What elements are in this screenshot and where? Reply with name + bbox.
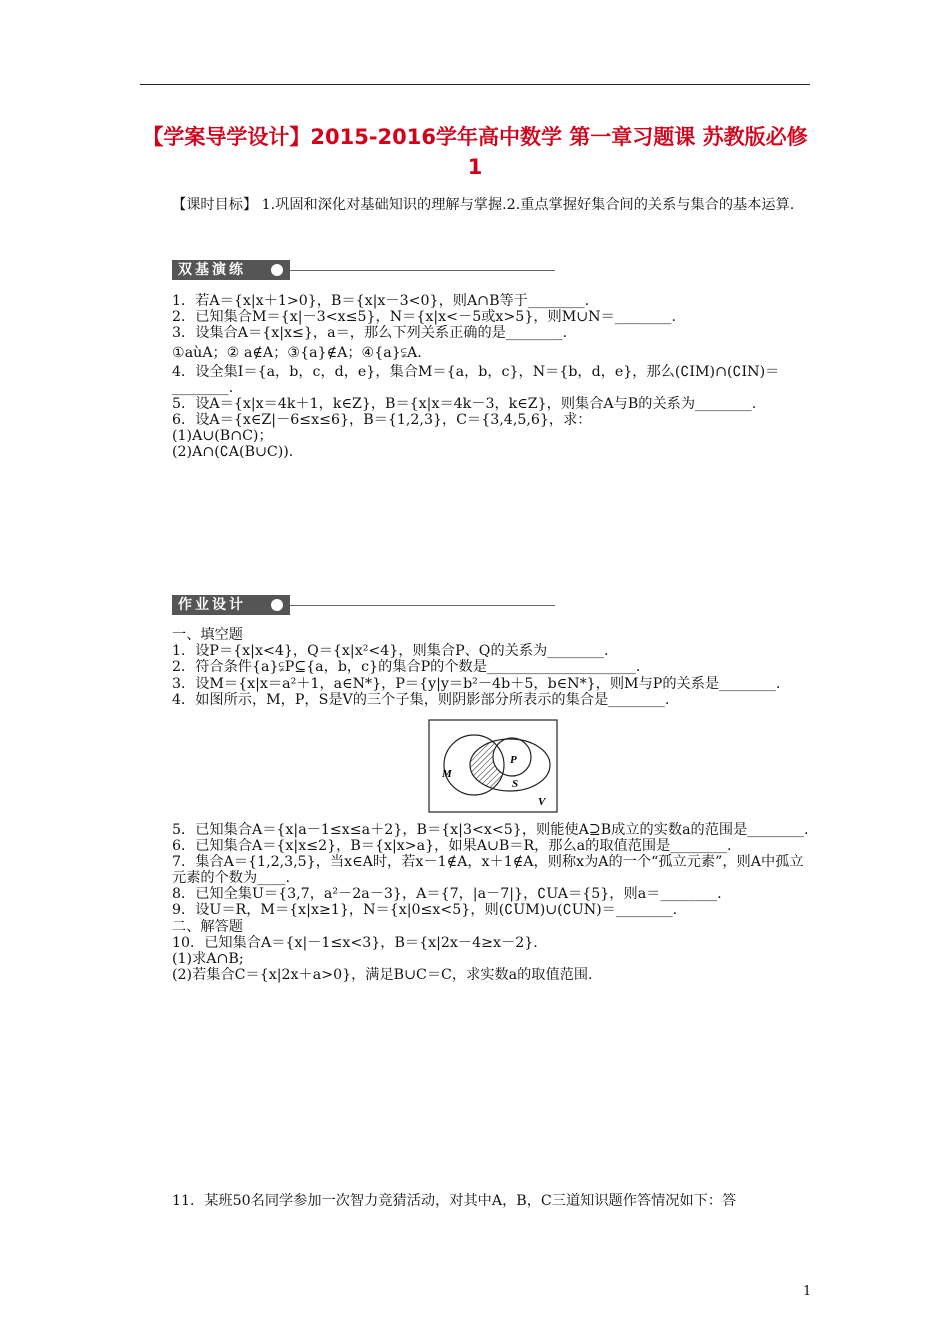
question-line: 6．设A＝{x∈Z|－6≤x≤6}，B＝{1,2,3}，C＝{3,4,5,6}，求： (172, 411, 592, 428)
question-line: (2)A∩(∁A(B∪C)). (172, 444, 294, 461)
section-label: 作业设计 (172, 595, 290, 615)
question-line: 7．集合A＝{1,2,3,5}，当x∈A时，若x－1∉A，x＋1∉A，则称x为A的一个“孤立元素”，则A中孤立元素的个数为____. (172, 854, 804, 887)
question-line: 4．如图所示，M，P，S是V的三个子集，则阴影部分所表示的集合是________. (172, 691, 670, 708)
question-line: 5．已知集合A＝{x|a－1≤x≤a＋2}，B＝{x|3<x<5}，则能使A⊇B成立的实数a的范围是________. (172, 822, 809, 838)
question-line: 二、解答题 (172, 918, 243, 935)
question-line: 1．若A＝{x|x＋1>0}，B＝{x|x－3<0}，则A∩B等于________. (172, 293, 590, 309)
question-line: 3．设集合A＝{x|x≤}，a＝，那么下列关系正确的是________. (172, 325, 568, 342)
question-line: (2)若集合C＝{x|2x＋a>0}，满足B∪C＝C，求实数a的取值范围. (172, 967, 593, 984)
label-v: V (538, 796, 546, 808)
section-header-basics (172, 260, 555, 280)
label-m: M (442, 768, 452, 780)
question-line: 3．设M＝{x|x＝a²＋1，a∈N*}，P＝{y|y＝b²－4b＋5，b∈N*}，则M与P的关系是________. (172, 675, 781, 692)
homework-questions-part1 (172, 627, 812, 708)
question-line: 8．已知全集U＝{3,7，a²－2a－3}，A＝{7，|a－7|}，∁UA＝{5}，则a＝________. (172, 886, 722, 903)
section-header-homework (172, 595, 555, 615)
question-line: 2．符合条件{a}⫋P⊆{a，b，c}的集合P的个数是_____________________. (172, 659, 641, 676)
question-line: 9．设U＝R，M＝{x|x≥1}，N＝{x|0≤x<5}，则(∁UM)∪(∁UN)＝________. (172, 902, 678, 919)
question-line: 一、填空题 (172, 627, 243, 643)
top-rule (140, 84, 810, 85)
question-11 (172, 1193, 812, 1209)
question-line: 1．设P＝{x|x<4}，Q＝{x|x²<4}，则集合P、Q的关系为________. (172, 643, 609, 660)
question-line: 2．已知集合M＝{x|－3<x≤5}，N＝{x|x<－5或x>5}，则M∪N＝________. (172, 309, 677, 326)
question-line: 4．设全集I＝{a，b，c，d，e}，集合M＝{a，b，c}，N＝{b，d，e}，那么(∁IM)∩(∁IN)＝________. (172, 363, 780, 396)
section-rule (290, 605, 555, 606)
basics-questions (172, 293, 812, 461)
question-line: 11．某班50名同学参加一次智力竞猜活动，对其中A，B，C三道知识题作答情况如下：答 (172, 1193, 737, 1209)
document-title: 【学案导学设计】2015-2016学年高中数学 第一章习题课 苏教版必修1 (142, 125, 808, 179)
label-s: S (512, 778, 519, 790)
question-line: 6．已知集合A＝{x|x≤2}，B＝{x|x>a}，如果A∪B＝R，那么a的取值范围是________. (172, 838, 732, 854)
question-line: 5．设A＝{x|x＝4k＋1，k∈Z}，B＝{x|x＝4k－3，k∈Z}，则集合A与B的关系为________. (172, 395, 757, 412)
lesson-objective (172, 197, 812, 214)
question-line: ①aùA；② a∉A；③{a}∉A；④{a}⫋A. (172, 344, 422, 361)
label-p: P (510, 754, 517, 766)
venn-diagram (428, 719, 558, 813)
question-line: (1)A∪(B∩C)； (172, 428, 273, 445)
page-number: 1 (803, 1284, 812, 1299)
objective-text: 【课时目标】 1.巩固和深化对基础知识的理解与掌握.2.重点掌握好集合间的关系与集合的基本运算. (172, 197, 795, 213)
question-line: 10．已知集合A＝{x|－1≤x<3}，B＝{x|2x－4≥x－2}. (172, 934, 538, 951)
question-line: (1)求A∩B; (172, 950, 244, 967)
section-label: 双基演练 (172, 260, 290, 280)
bullet-dot-icon (271, 599, 283, 611)
section-rule (290, 270, 555, 271)
bullet-dot-icon (271, 264, 283, 276)
homework-questions-part2 (172, 822, 812, 983)
